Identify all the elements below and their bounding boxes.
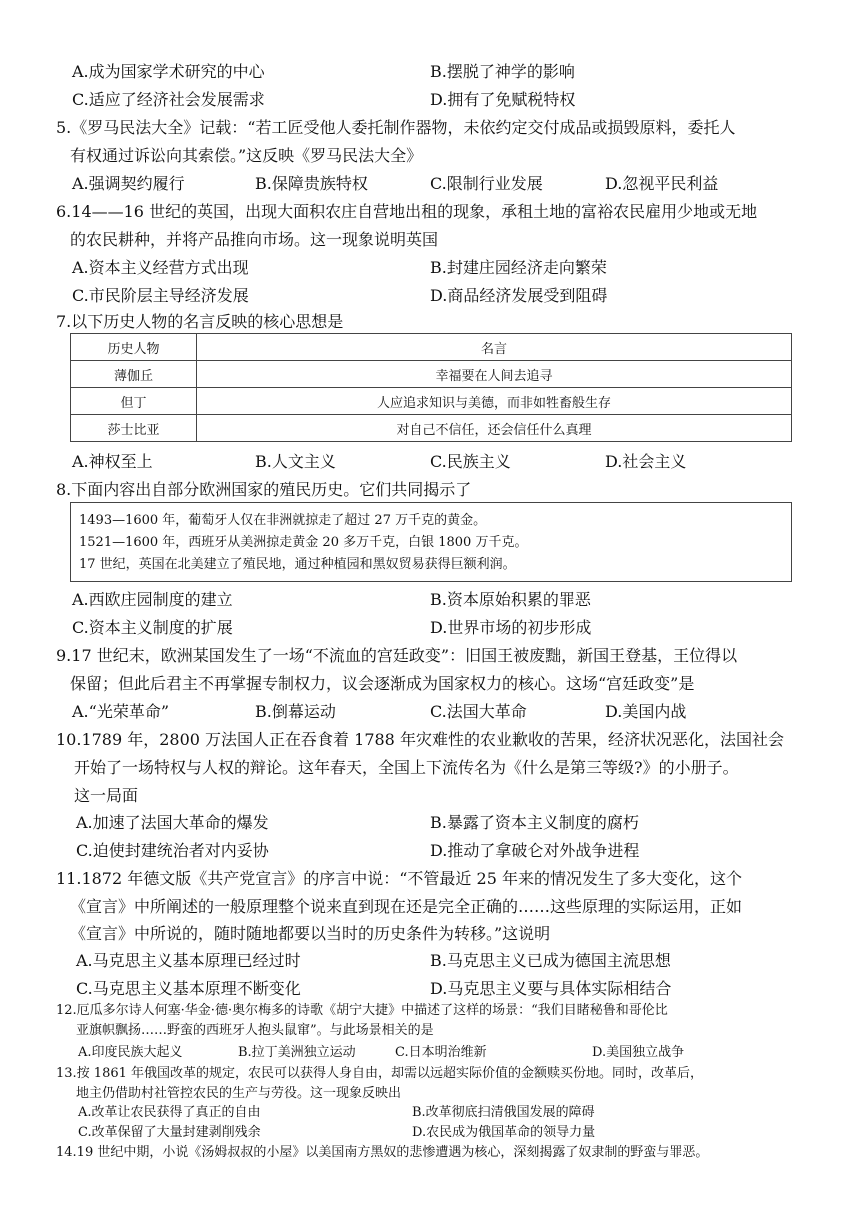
option-b: B.马克思主义已成为德国主流思想: [430, 951, 671, 970]
question-stem: 9.17 世纪末，欧洲某国发生了一场“不流血的宫廷政变”：旧国王被废黜，新国王登基，王位得以: [56, 646, 738, 665]
question-stem: 《宣言》中所说的，随时随地都要以当时的历史条件为转移。”这说明: [70, 924, 551, 943]
table-cell: 幸福要在人间去追寻: [197, 361, 792, 388]
option-c: C.迫使封建统治者对内妥协: [76, 841, 269, 860]
option-a: A.印度民族大起义: [78, 1045, 183, 1060]
option-c: C.限制行业发展: [430, 174, 543, 193]
question-stem: 6.14——16 世纪的英国，出现大面积农庄自营地出租的现象，承租土地的富裕农民雇用少地或无地: [56, 202, 758, 221]
table-header: 名言: [197, 334, 792, 361]
material-box: [70, 502, 792, 582]
option-c: C.资本主义制度的扩展: [72, 618, 233, 637]
option-d: D.忽视平民利益: [605, 174, 719, 193]
question-stem: 8.下面内容出自部分欧洲国家的殖民历史。它们共同揭示了: [56, 480, 472, 499]
option-a: A.“光荣革命”: [72, 702, 170, 721]
option-b: B.人文主义: [255, 452, 336, 471]
table-cell: 人应追求知识与美德，而非如牲畜般生存: [197, 388, 792, 415]
option-a: A.西欧庄园制度的建立: [72, 590, 233, 609]
question-stem: 12.厄瓜多尔诗人何塞·华金·德·奥尔梅多的诗歌《胡宁大捷》中描述了这样的场景：“我们目睹秘鲁和哥伦比: [56, 1003, 668, 1018]
option-b: B.摆脱了神学的影响: [430, 62, 575, 81]
option-d: D.美国内战: [605, 702, 687, 721]
table-row: [71, 361, 792, 388]
question-stem: 14.19 世纪中期，小说《汤姆叔叔的小屋》以美国南方黑奴的悲惨遭遇为核心，深刻揭露了奴隶制的野蛮与罪恶。: [56, 1145, 709, 1160]
option-a: A.强调契约履行: [72, 174, 185, 193]
option-a: A.资本主义经营方式出现: [72, 258, 249, 277]
option-a: A.加速了法国大革命的爆发: [76, 813, 269, 832]
question-stem: 《宣言》中所阐述的一般原理整个说来直到现在还是完全正确的……这些原理的实际运用，正如: [70, 897, 743, 916]
option-c: C.改革保留了大量封建剥削残余: [78, 1125, 261, 1140]
option-a: A.神权至上: [72, 452, 153, 471]
option-a: A.改革让农民获得了真正的自由: [78, 1105, 261, 1120]
option-a: A.成为国家学术研究的中心: [72, 62, 265, 81]
material-line: 1493—1600 年，葡萄牙人仅在非洲就掠走了超过 27 万千克的黄金。: [79, 513, 487, 528]
question-stem: 13.按 1861 年俄国改革的规定，农民可以获得人身自由，却需以远超实际价值的金额赎买份地。同时，改革后，: [56, 1066, 704, 1081]
option-c: C.市民阶层主导经济发展: [72, 286, 249, 305]
option-b: B.倒幕运动: [255, 702, 336, 721]
question-stem: 11.1872 年德文版《共产党宣言》的序言中说：“不管最近 25 年来的情况发生了多大变化，这个: [56, 869, 742, 888]
table-cell: 薄伽丘: [71, 361, 197, 388]
table-cell: 莎士比亚: [71, 415, 197, 442]
option-b: B.资本原始积累的罪恶: [430, 590, 591, 609]
option-d: D.世界市场的初步形成: [430, 618, 592, 637]
option-d: D.拥有了免赋税特权: [430, 90, 576, 109]
table-row: [71, 415, 792, 442]
question-stem: 开始了一场特权与人权的辩论。这年春天，全国上下流传名为《什么是第三等级?》的小册子。: [74, 758, 739, 777]
table-header-row: [71, 334, 792, 361]
option-d: D.农民成为俄国革命的领导力量: [412, 1125, 596, 1140]
table-row: [71, 388, 792, 415]
table-header: 历史人物: [71, 334, 197, 361]
question-stem: 这一局面: [74, 786, 139, 805]
question-stem: 的农民耕种，并将产品推向市场。这一现象说明英国: [70, 230, 439, 249]
table-cell: 但丁: [71, 388, 197, 415]
option-c: C.法国大革命: [430, 702, 527, 721]
question-stem: 5.《罗马民法大全》记载：“若工匠受他人委托制作器物，未依约定交付成品或损毁原料，委托人: [56, 118, 736, 137]
question-stem: 亚旗帜飘扬……野蛮的西班牙人抱头鼠窜”。与此场景相关的是: [76, 1023, 434, 1038]
option-b: B.保障贵族特权: [255, 174, 368, 193]
option-b: B.暴露了资本主义制度的腐朽: [430, 813, 639, 832]
question-stem: 地主仍借助村社管控农民的生产与劳役。这一现象反映出: [76, 1086, 402, 1101]
question-stem: 7.以下历史人物的名言反映的核心思想是: [56, 312, 344, 331]
option-a: A.马克思主义基本原理已经过时: [76, 951, 301, 970]
option-c: C.日本明治维新: [395, 1045, 487, 1060]
option-d: D.商品经济发展受到阻碍: [430, 286, 608, 305]
option-b: B.拉丁美洲独立运动: [238, 1045, 356, 1060]
option-d: D.社会主义: [605, 452, 687, 471]
option-c: C.适应了经济社会发展需求: [72, 90, 265, 109]
option-d: D.美国独立战争: [592, 1045, 685, 1060]
question-stem: 有权通过诉讼向其索偿。”这反映《罗马民法大全》: [70, 146, 423, 165]
question-stem: 10.1789 年，2800 万法国人正在吞食着 1788 年灾难性的农业歉收的苦果，经济状况恶化，法国社会: [56, 730, 784, 749]
material-line: 1521—1600 年，西班牙从美洲掠走黄金 20 多万千克，白银 1800 万千克。: [79, 535, 528, 550]
option-d: D.推动了拿破仑对外战争进程: [430, 841, 640, 860]
table-cell: 对自己不信任，还会信任什么真理: [197, 415, 792, 442]
option-b: B.改革彻底扫清俄国发展的障碍: [412, 1105, 595, 1120]
option-d: D.马克思主义要与具体实际相结合: [430, 979, 672, 998]
material-line: 17 世纪，英国在北美建立了殖民地，通过种植园和黑奴贸易获得巨额利润。: [79, 557, 516, 572]
quote-table: [70, 333, 792, 442]
option-b: B.封建庄园经济走向繁荣: [430, 258, 607, 277]
option-c: C.马克思主义基本原理不断变化: [76, 979, 301, 998]
question-stem: 保留；但此后君主不再掌握专制权力，议会逐渐成为国家权力的核心。这场“宫廷政变”是: [70, 674, 695, 693]
option-c: C.民族主义: [430, 452, 511, 471]
